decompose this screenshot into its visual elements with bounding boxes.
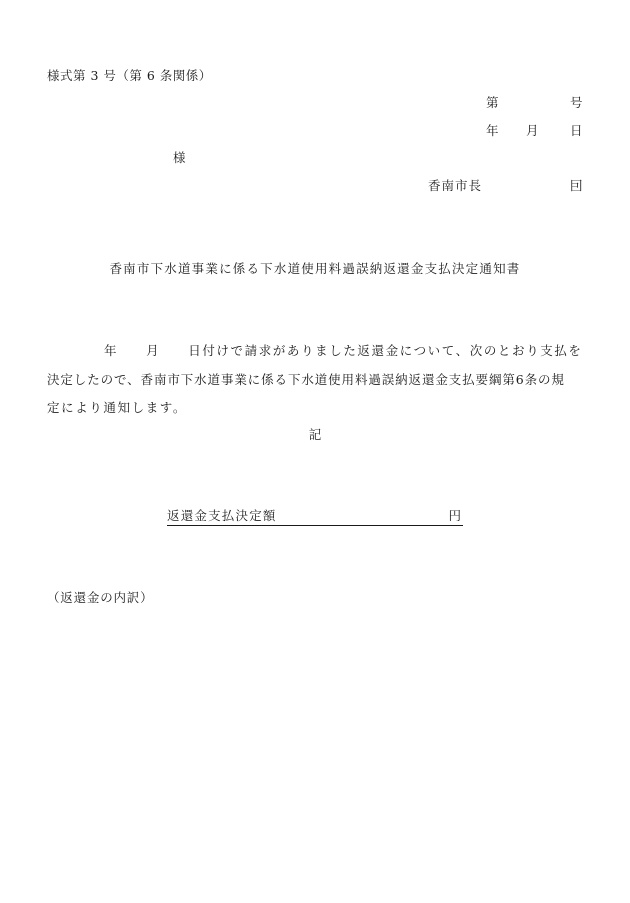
date-year-label: 年 xyxy=(486,123,499,138)
form-number: 様式第 3 号（第 6 条関係） xyxy=(47,68,212,83)
breakdown-heading: （返還金の内訳） xyxy=(47,590,154,605)
body-line-1 xyxy=(104,345,583,358)
body-line-1-text: 日付けで請求がありました返還金について、次のとおり支払を xyxy=(188,343,583,358)
issuer-seal: 囙 xyxy=(570,178,583,193)
document-number-suffix: 号 xyxy=(570,95,583,110)
document-title: 香南市下水道事業に係る下水道使用料過誤納返還金支払決定通知書 xyxy=(109,261,521,276)
addressee-honorific: 様 xyxy=(173,150,186,165)
amount-label: 返還金支払決定額 xyxy=(167,508,277,523)
amount-unit: 円 xyxy=(448,508,461,523)
body-year-label: 年 xyxy=(104,343,119,358)
amount-row xyxy=(167,510,463,526)
body-line-3: 定により通知します。 xyxy=(47,400,188,415)
date-day-label: 日 xyxy=(570,123,583,138)
issuer-title: 香南市長 xyxy=(428,178,483,193)
date-month-label: 月 xyxy=(526,123,539,138)
document-number-label: 第 xyxy=(486,95,499,110)
ki-marker: 記 xyxy=(308,427,322,442)
body-month-label: 月 xyxy=(146,343,161,358)
body-line-2: 決定したので、香南市下水道事業に係る下水道使用料過誤納返還金支払要綱第6条の規 xyxy=(47,372,565,387)
